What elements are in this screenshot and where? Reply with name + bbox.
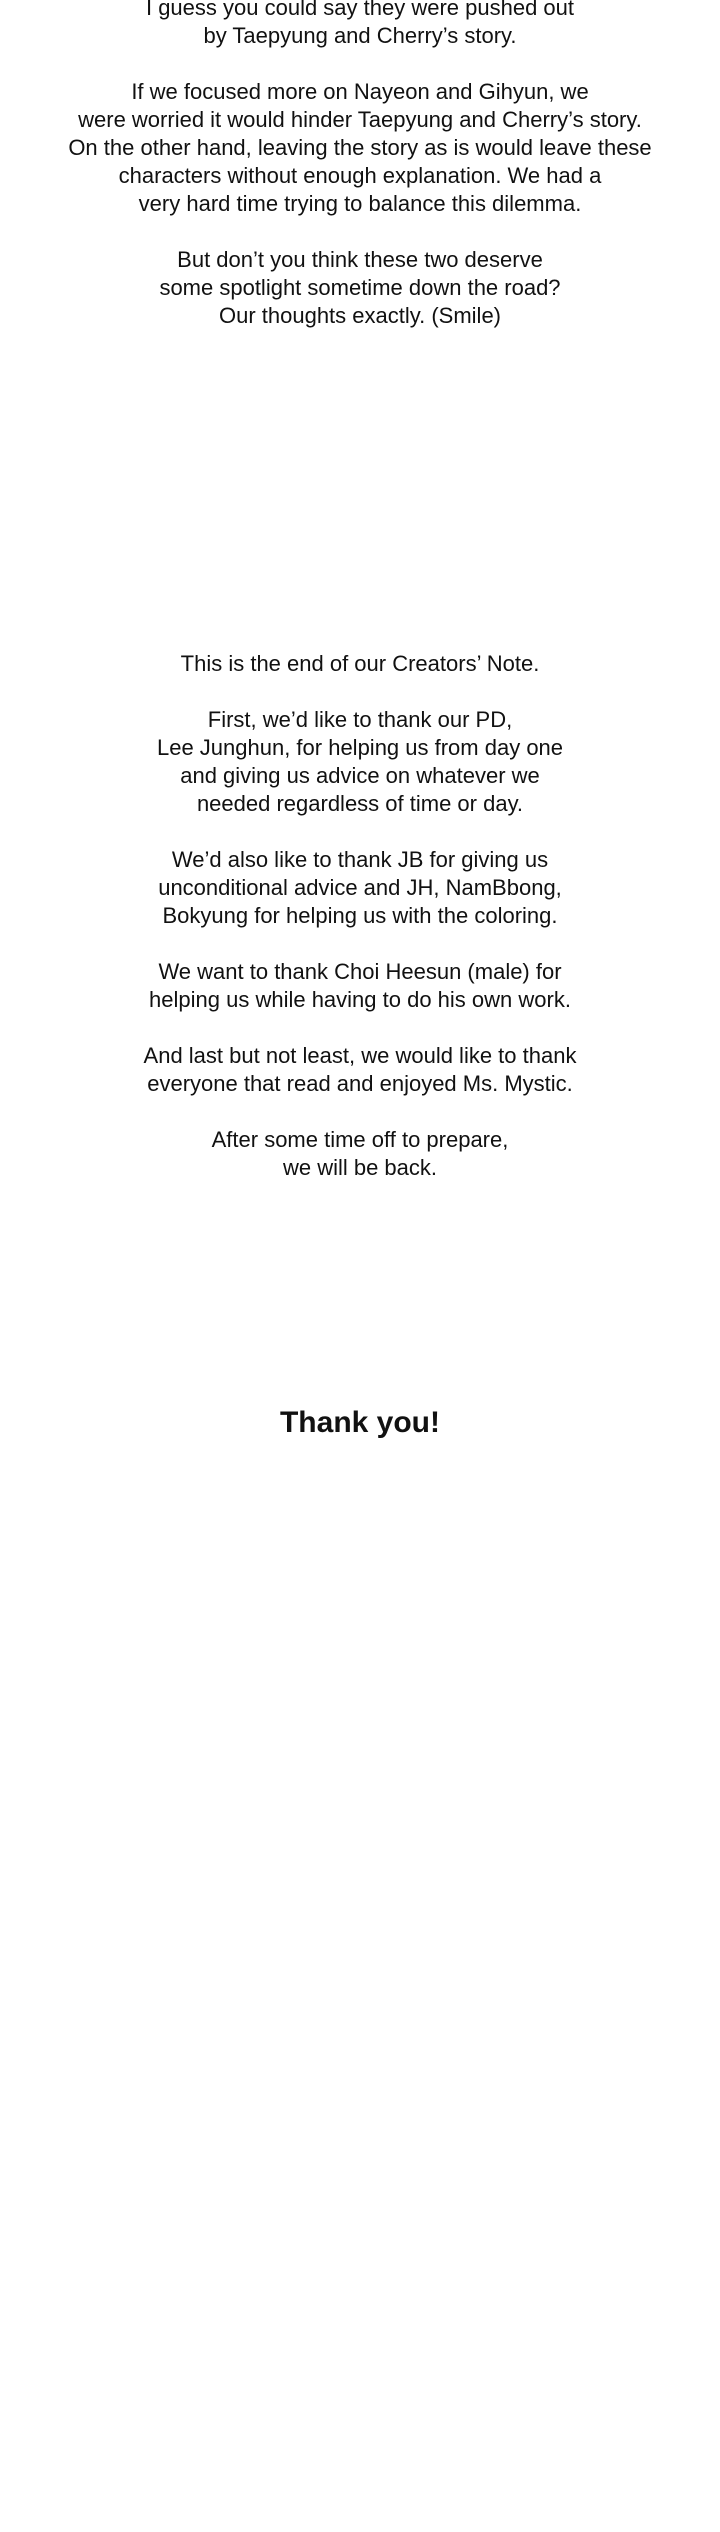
text-line: Our thoughts exactly. (Smile) (218, 303, 502, 328)
text-line: Lee Junghun, for helping us from day one (156, 735, 564, 760)
text-line: On the other hand, leaving the story as is would leave these (68, 135, 652, 160)
text-line: needed regardless of time or day. (196, 791, 524, 816)
text-line: We’d also like to thank JB for giving us (171, 847, 549, 872)
text-line: characters without enough explanation. We had a (118, 163, 602, 188)
text-line: This is the end of our Creators’ Note. (180, 651, 540, 676)
thank-you-heading: Thank you! (279, 1406, 440, 1439)
text-line: we will be back. (282, 1155, 438, 1180)
text-line: everyone that read and enjoyed Ms. Mystic. (147, 1071, 573, 1096)
text-line: After some time off to prepare, (211, 1127, 509, 1152)
text-line: were worried it would hinder Taepyung and Cherry’s story. (78, 107, 642, 132)
text-line: by Taepyung and Cherry’s story. (203, 23, 517, 48)
text-line: And last but not least, we would like to thank (143, 1043, 577, 1068)
text-line: Bokyung for helping us with the coloring. (162, 903, 558, 928)
creators-note-section-2 (0, 650, 720, 1182)
text-line: If we focused more on Nayeon and Gihyun, we (131, 79, 589, 104)
creators-note-section-1 (0, 0, 720, 330)
text-line: I guess you could say they were pushed out (145, 0, 575, 20)
text-line: and giving us advice on whatever we (180, 763, 540, 788)
text-line: First, we’d like to thank our PD, (207, 707, 513, 732)
text-line: We want to thank Choi Heesun (male) for (158, 959, 562, 984)
text-line: helping us while having to do his own work. (149, 987, 571, 1012)
text-line: very hard time trying to balance this dilemma. (138, 191, 582, 216)
text-line: some spotlight sometime down the road? (159, 275, 561, 300)
text-line: unconditional advice and JH, NamBbong, (158, 875, 562, 900)
text-line: But don’t you think these two deserve (177, 247, 543, 272)
